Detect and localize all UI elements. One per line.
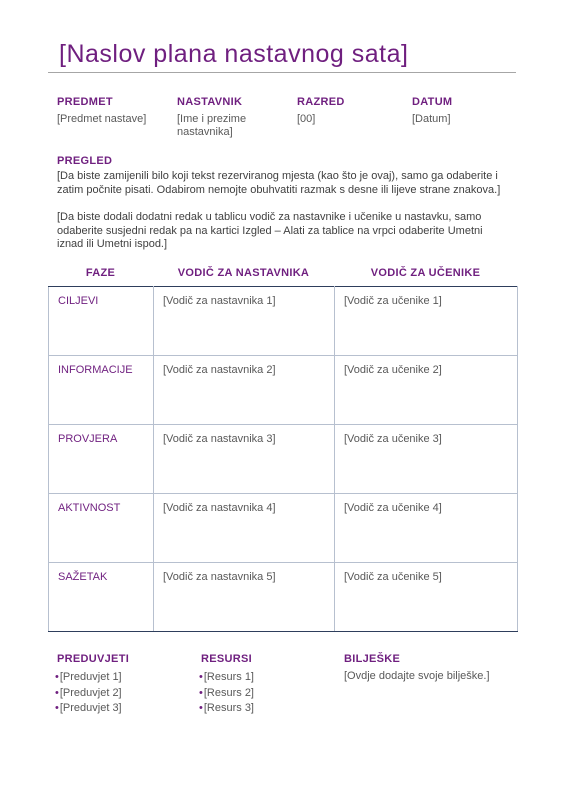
phase-cell[interactable]: AKTIVNOST [49, 494, 154, 563]
bullet-icon: • [199, 686, 203, 699]
prerequisites-label: PREDUVJETI [57, 653, 130, 665]
list-item[interactable] [55, 686, 122, 702]
teacher-guide-cell[interactable]: [Vodič za nastavnika 4] [154, 494, 335, 563]
phase-cell[interactable]: INFORMACIJE [49, 356, 154, 425]
table-row [49, 425, 518, 494]
page-title[interactable]: [Naslov plana nastavnog sata] [59, 40, 409, 68]
bullet-icon: • [199, 671, 203, 683]
list-item[interactable] [55, 701, 122, 717]
subject-value[interactable]: [Predmet nastave] [57, 113, 147, 125]
teacher-value[interactable]: [Ime i prezime nastavnika] [177, 113, 247, 138]
student-guide-cell[interactable]: [Vodič za učenike 3] [335, 425, 518, 494]
title-divider [48, 72, 516, 73]
list-item[interactable] [199, 686, 254, 702]
table-row [49, 356, 518, 425]
student-guide-cell[interactable]: [Vodič za učenike 1] [335, 287, 518, 356]
phase-cell[interactable]: SAŽETAK [49, 563, 154, 632]
bullet-icon: • [55, 686, 59, 699]
student-guide-cell[interactable]: [Vodič za učenike 2] [335, 356, 518, 425]
resources-label: RESURSI [201, 653, 252, 665]
notes-label: BILJEŠKE [344, 653, 401, 665]
student-guide-cell[interactable]: [Vodič za učenike 4] [335, 494, 518, 563]
resource-text[interactable]: [Resurs 3] [203, 702, 254, 714]
teacher-guide-cell[interactable]: [Vodič za nastavnika 2] [154, 356, 335, 425]
bullet-icon: • [55, 671, 59, 683]
student-guide-cell[interactable]: [Vodič za učenike 5] [335, 563, 518, 632]
prerequisite-text[interactable]: [Preduvjet 1] [59, 671, 122, 683]
overview-paragraph-2[interactable]: [Da biste dodali dodatni redak u tablicu vodič za nastavnike i učenike u nastavku, samo odaberite susjedni redak pa na kartici Izgled – Alati za tablice na vrpci odaberite Umetni iznad ili Umetni ispod.] [57, 211, 483, 250]
teacher-label: NASTAVNIK [177, 96, 243, 108]
prerequisite-text[interactable]: [Preduvjet 3] [59, 702, 122, 714]
teacher-guide-cell[interactable]: [Vodič za nastavnika 5] [154, 563, 335, 632]
bullet-icon: • [55, 702, 59, 714]
phase-cell[interactable]: CILJEVI [49, 287, 154, 356]
notes-text[interactable]: [Ovdje dodajte svoje bilješke.] [344, 670, 490, 682]
prerequisites-list [55, 670, 122, 717]
overview-label: PREGLED [57, 155, 113, 167]
list-item[interactable] [199, 701, 254, 717]
phase-cell[interactable]: PROVJERA [49, 425, 154, 494]
list-item[interactable] [199, 670, 254, 686]
teacher-guide-cell[interactable]: [Vodič za nastavnika 1] [154, 287, 335, 356]
list-item[interactable] [55, 670, 122, 686]
table-header-student-guide: VODIČ ZA UČENIKE [370, 267, 481, 279]
table-row [49, 563, 518, 632]
date-label: DATUM [412, 96, 453, 108]
lesson-guide-table [48, 286, 518, 632]
grade-label: RAZRED [297, 96, 345, 108]
subject-label: PREDMET [57, 96, 113, 108]
overview-paragraph-1[interactable]: [Da biste zamijenili bilo koji tekst rezerviranog mjesta (kao što je ovaj), samo ga odaberite i zatim počnite pisati. Odabirom nemojte obuhvatiti razmak s desne ili lijeve strane znakova.] [57, 170, 501, 196]
resources-list [199, 670, 254, 717]
resource-text[interactable]: [Resurs 2] [203, 686, 254, 699]
table-header-teacher-guide: VODIČ ZA NASTAVNIKA [177, 267, 310, 279]
grade-value[interactable]: [00] [297, 113, 316, 125]
teacher-guide-cell[interactable]: [Vodič za nastavnika 3] [154, 425, 335, 494]
table-header-phases: FAZE [85, 267, 116, 279]
table-row [49, 287, 518, 356]
date-value[interactable]: [Datum] [412, 113, 451, 125]
resource-text[interactable]: [Resurs 1] [203, 671, 254, 683]
table-row [49, 494, 518, 563]
prerequisite-text[interactable]: [Preduvjet 2] [59, 686, 122, 699]
bullet-icon: • [199, 702, 203, 714]
